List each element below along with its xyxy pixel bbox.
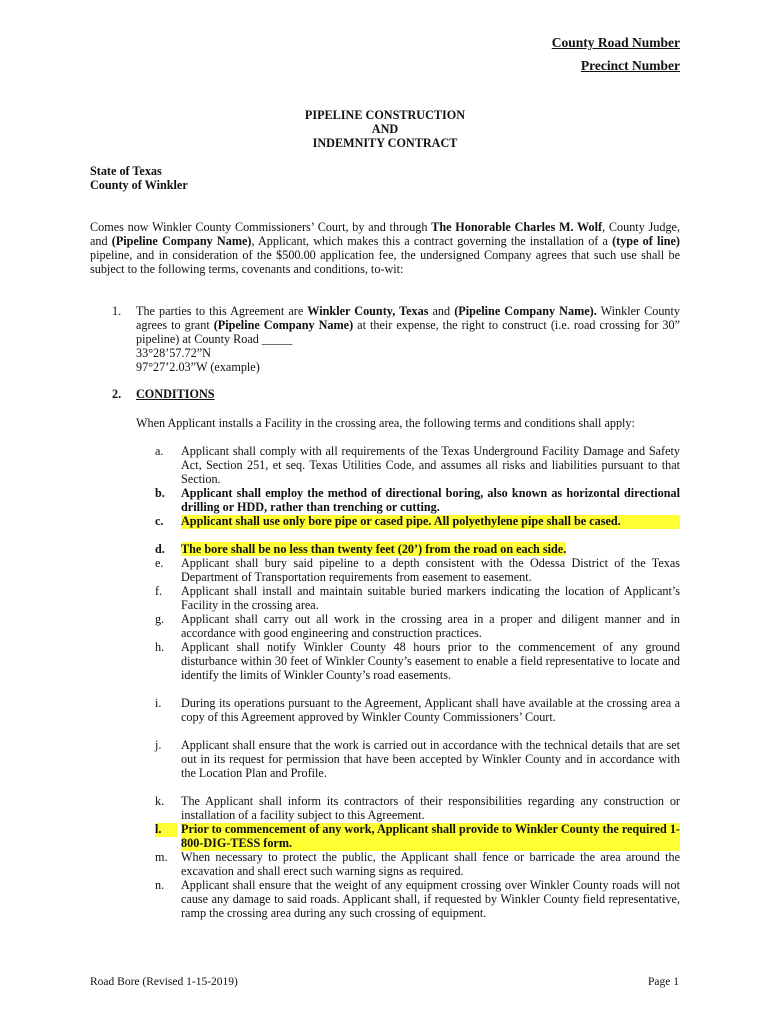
condition-c — [155, 515, 680, 529]
intro-type-of-line: (type of line) — [612, 233, 680, 248]
condition-a-text: Applicant shall comply with all requirements of the Texas Underground Facility Damage and Safety Act, Section 251, et seq. Texas Utilities Code, and assumes all risks and liabilities pursuant to that Section. — [181, 444, 680, 486]
condition-j-text: Applicant shall ensure that the work is carried out in accordance with the technical details that are set out in its request for permission that have been accepted by Winkler County and in accordance with the Location Plan and Profile. — [181, 738, 680, 780]
condition-h-letter: h. — [155, 640, 165, 654]
item-1-text-1: The parties to this Agreement are — [136, 304, 308, 318]
condition-h — [155, 641, 680, 683]
item-1-number: 1. — [112, 304, 122, 318]
intro-judge-name: The Honorable Charles M. Wolf — [431, 220, 603, 234]
condition-h-text: Applicant shall notify Winkler County 48 hours prior to the commencement of any ground disturbance within 30 feet of Winkler County’s easement to enable a field representative to locate and identify the limits of Winkler County’s road easements. — [181, 640, 680, 682]
condition-n-letter: n. — [155, 878, 165, 892]
condition-f-letter: f. — [155, 584, 163, 598]
footer-page-number: Page 1 — [648, 976, 679, 988]
intro-text-1: Comes now Winkler County Commissioners’ Court, by and through — [90, 220, 432, 234]
condition-i — [155, 697, 680, 725]
condition-a-letter: a. — [155, 444, 164, 458]
item-1-company-2: (Pipeline Company Name) — [213, 317, 354, 332]
condition-m — [155, 851, 680, 879]
condition-k-text: The Applicant shall inform its contractors of their responsibilities regarding any construction or installation of a facility subject to this Agreement. — [181, 794, 680, 822]
condition-f-text: Applicant shall install and maintain suitable buried markers indicating the location of Applicant’s Facility in the crossing area. — [181, 584, 680, 612]
condition-d — [155, 543, 680, 557]
item-2 — [112, 388, 680, 402]
intro-paragraph — [90, 221, 680, 277]
item-1-longitude: 97°27’2.03”W (example) — [136, 359, 260, 374]
condition-l — [155, 823, 680, 851]
intro-text-3: , Applicant, which makes this a contract governing the installation of a — [251, 233, 613, 248]
intro-company-name: (Pipeline Company Name) — [111, 233, 252, 248]
intro-text-4: pipeline, and in consideration of the $500.00 application fee, the undersigned Company agrees that such use shall be subject to the following terms, covenants and conditions, to-wit: — [90, 247, 680, 276]
condition-j — [155, 739, 680, 781]
condition-i-text: During its operations pursuant to the Agreement, Applicant shall have available at the crossing area a copy of this Agreement approved by Winkler County Commissioners’ Court. — [181, 696, 680, 724]
condition-c-text: Applicant shall use only bore pipe or cased pipe. All polyethylene pipe shall be cased. — [181, 515, 680, 529]
condition-a — [155, 445, 680, 487]
item-2-number: 2. — [112, 387, 122, 401]
title-line-1: PIPELINE CONSTRUCTION — [304, 108, 466, 122]
condition-e — [155, 557, 680, 585]
condition-d-letter: d. — [155, 542, 165, 556]
item-1-company: (Pipeline Company Name). — [454, 304, 597, 318]
footer-revision: Road Bore (Revised 1-15-2019) — [90, 976, 238, 988]
condition-k-letter: k. — [155, 794, 165, 808]
condition-m-letter: m. — [155, 850, 168, 864]
condition-b-letter: b. — [155, 486, 165, 500]
condition-e-letter: e. — [155, 556, 164, 570]
item-1 — [112, 305, 680, 375]
county-label: County of Winkler — [90, 178, 188, 192]
condition-n — [155, 879, 680, 921]
item-1-text-2: and — [428, 304, 455, 318]
condition-g — [155, 613, 680, 641]
item-1-text — [136, 305, 680, 375]
item-1-text-4: at their expense, the right to construct (i.e. road crossing for 30” pipeline) at County Road _____ — [136, 317, 680, 346]
condition-k — [155, 795, 680, 823]
condition-c-letter: c. — [155, 514, 164, 528]
item-1-county: Winkler County, Texas — [307, 304, 429, 318]
state-label: State of Texas — [90, 164, 162, 178]
condition-f — [155, 585, 680, 613]
condition-d-text: The bore shall be no less than twenty feet (20’) from the road on each side. — [181, 542, 567, 556]
condition-g-text: Applicant shall carry out all work in the crossing area in a proper and diligent manner and in accordance with good engineering and construction practices. — [181, 612, 680, 640]
condition-l-letter: l. — [155, 823, 177, 837]
county-road-number-heading: County Road Number — [551, 35, 680, 50]
title-line-2: AND — [371, 122, 399, 136]
precinct-number-heading: Precinct Number — [580, 58, 680, 73]
title-line-3: INDEMNITY CONTRACT — [312, 136, 458, 150]
condition-b — [155, 487, 680, 515]
condition-j-letter: j. — [155, 738, 162, 752]
condition-e-text: Applicant shall bury said pipeline to a depth consistent with the Odessa District of the Texas Department of Transportation requirements from easement to easement. — [181, 556, 680, 584]
intro-text-2: , County Judge, and — [90, 220, 681, 248]
item-1-latitude: 33°28’57.72”N — [136, 345, 211, 360]
condition-i-letter: i. — [155, 696, 162, 710]
item-1-text-3: Winkler County agrees to grant — [136, 304, 681, 332]
condition-n-text: Applicant shall ensure that the weight of any equipment crossing over Winkler County roads will not cause any damage to said roads. Applicant shall, if requested by Winkler County field representative, ramp the crossing area during any such crossing of equipment. — [181, 878, 680, 920]
condition-m-text: When necessary to protect the public, the Applicant shall fence or barricade the area around the excavation and shall erect such warning signs as required. — [181, 850, 680, 878]
condition-b-text: Applicant shall employ the method of directional boring, also known as horizontal directional drilling or HDD, rather than trenching or cutting. — [181, 486, 680, 514]
conditions-lead: When Applicant installs a Facility in the crossing area, the following terms and conditions shall apply: — [136, 416, 635, 430]
conditions-heading-wrap — [136, 388, 680, 402]
condition-g-letter: g. — [155, 612, 165, 626]
conditions-heading: CONDITIONS — [136, 387, 215, 401]
condition-l-text: Prior to commencement of any work, Applicant shall provide to Winkler County the required 1-800-DIG-TESS form. — [181, 822, 680, 850]
